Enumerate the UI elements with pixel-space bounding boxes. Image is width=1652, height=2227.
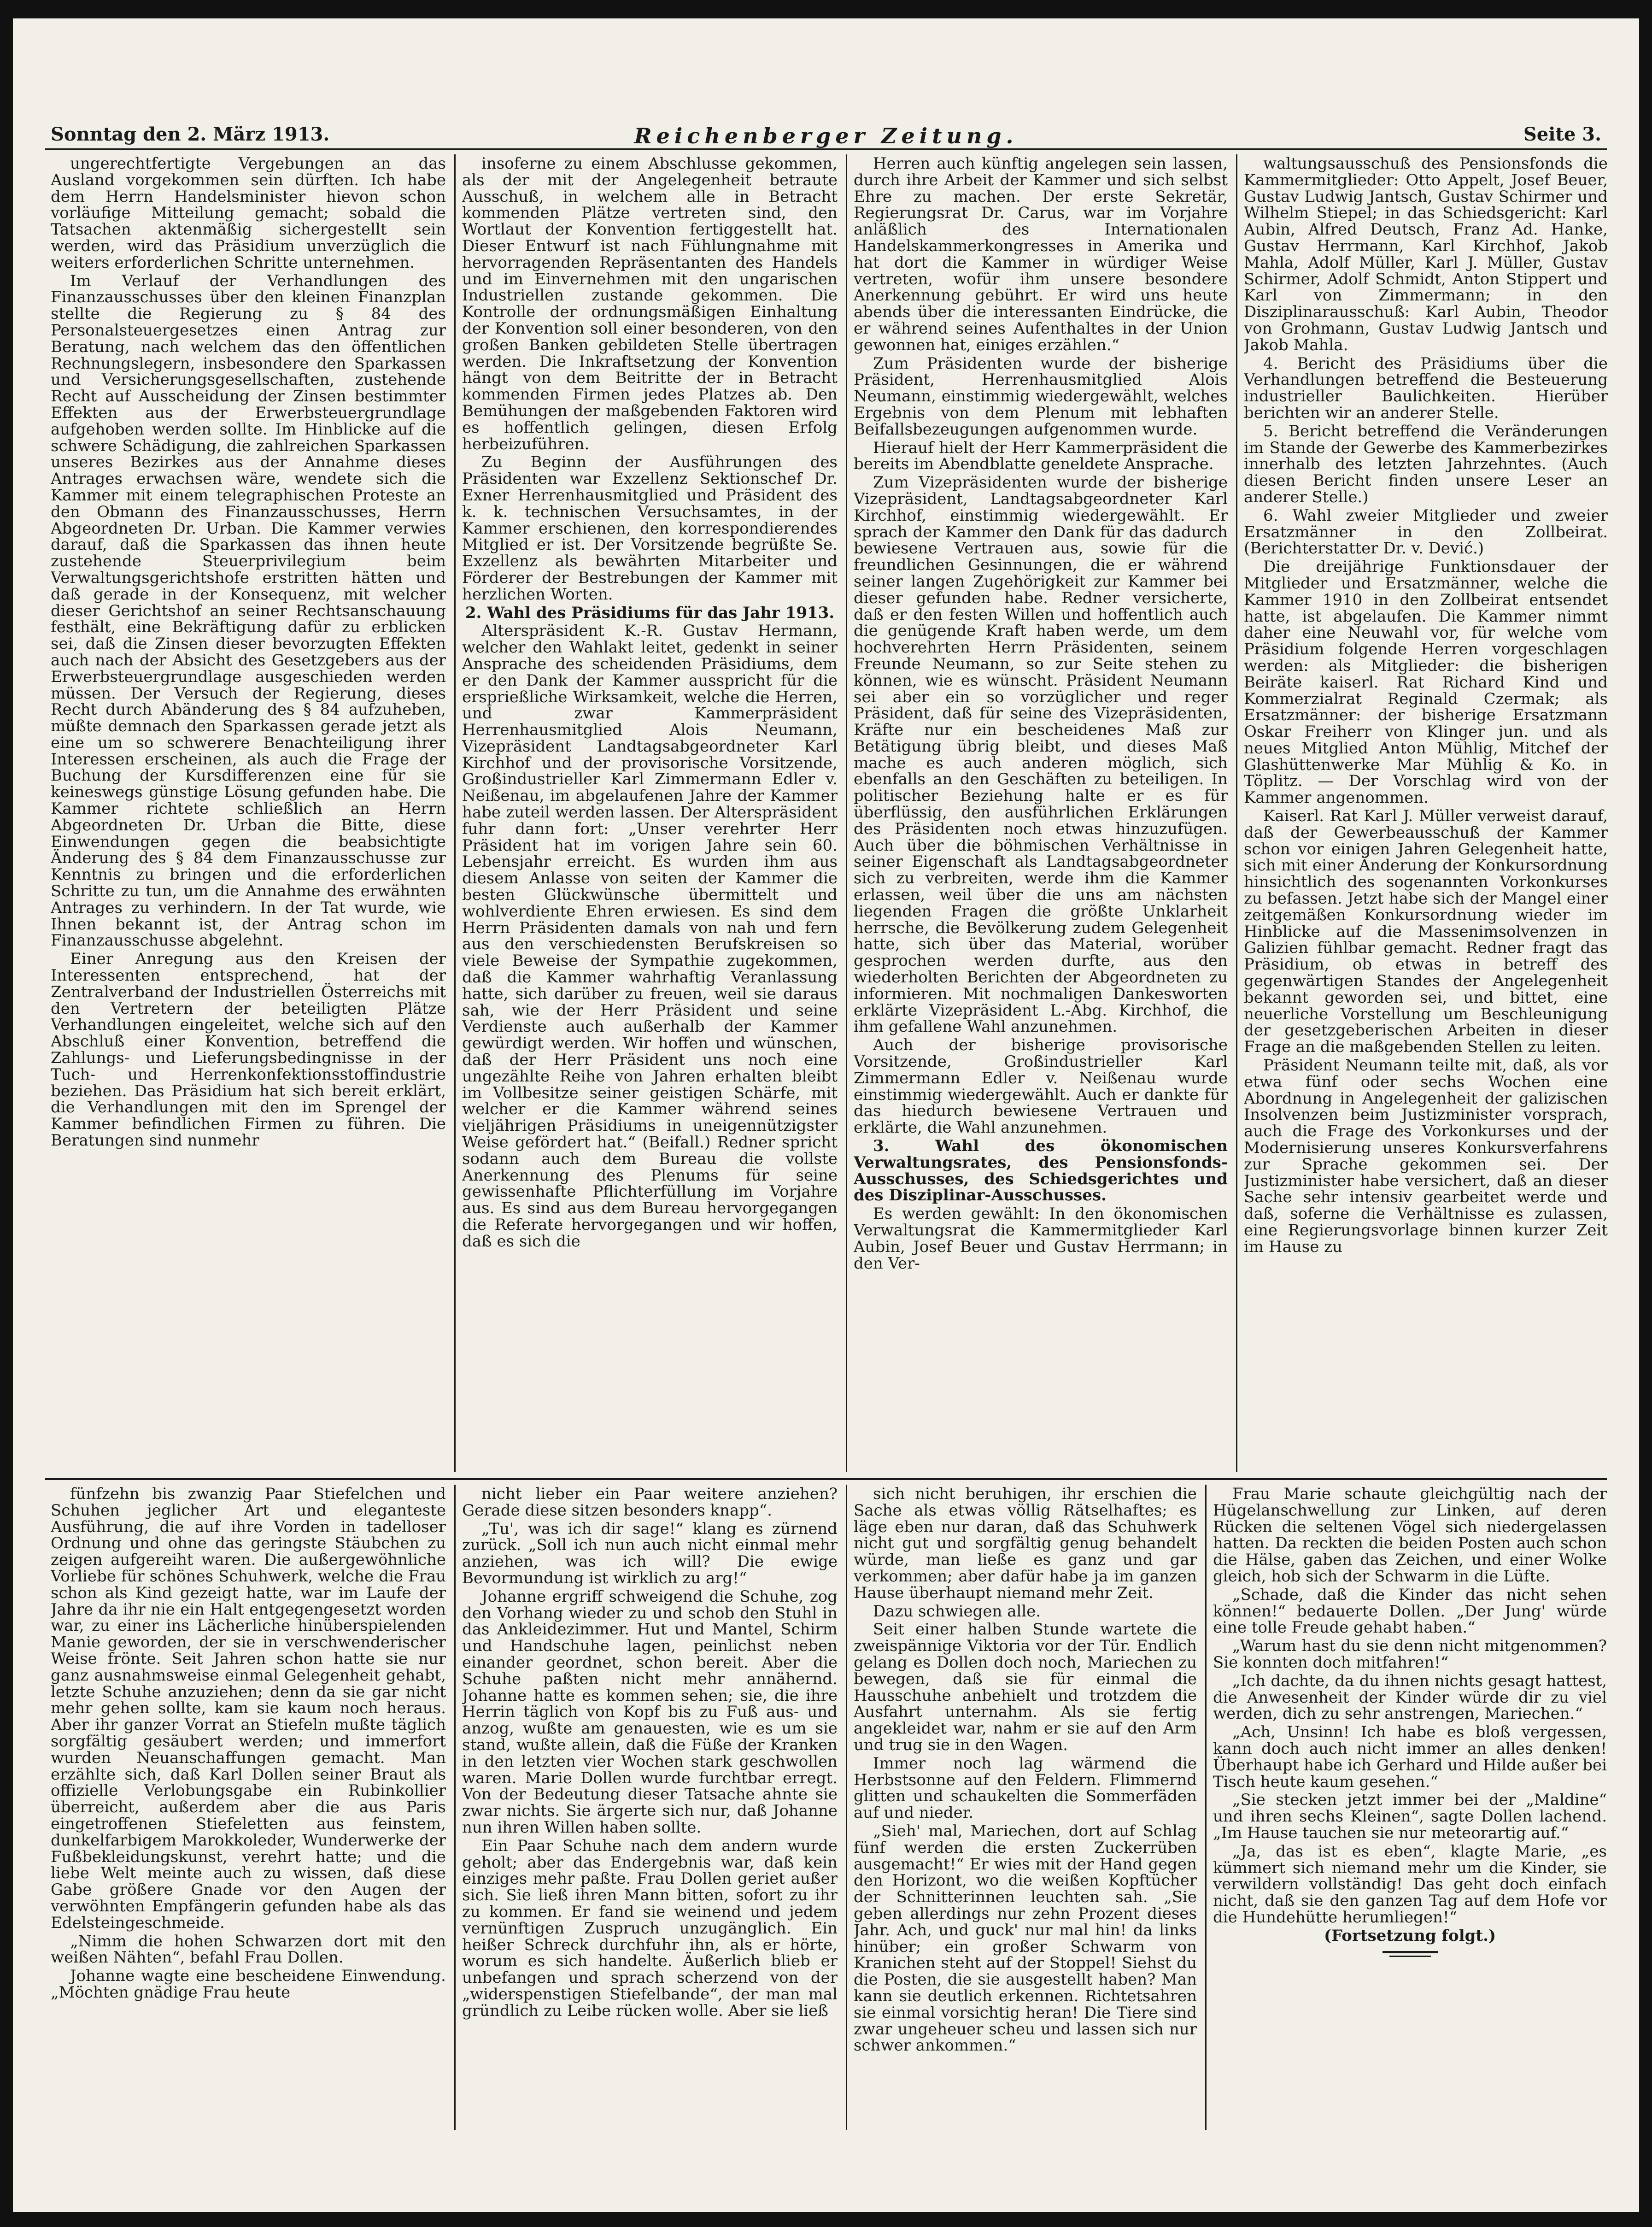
paragraph: Hierauf hielt der Herr Kammerpräsident die bereits im Abendblatte geneldete Ansprache. xyxy=(854,438,1228,474)
paragraph: „Ich dachte, da du ihnen nichts gesagt hattest, die Anwesenheit der Kinder würde dir zu viel werden, dich zu sehr anstrengen, Mariechen.“ xyxy=(1213,1671,1607,1723)
paragraph: 5. Bericht betreffend die Veränderungen im Stande der Gewerbe des Kammerbezirkes innerhalb des letzten Jahrzehntes. (Auch diesen Bericht finden unsere Leser an anderer Stelle.) xyxy=(1244,422,1608,506)
masthead-title: Reichenberger Zeitung. xyxy=(634,123,1018,148)
paragraph: Kaiserl. Rat Karl J. Müller verweist darauf, daß der Gewerbeausschuß der Kammer schon vor einigen Jahren Gelegenheit hatte, sich mit einer Änderung der Konkursordnung hinsichtlich des sogenannten Vorkonkurses zu befassen. Jetzt habe sich der Mangel einer zeitgemäßen Konkursordnung wieder im Hinblicke auf die Massenimsolvenzen in Galizien fühlbar gemacht. Redner fragt das Präsidium, ob etwas in betreff des gegenwärtigen Standes der Angelegenheit bekannt geworden sei, und bittet, eine neuerliche Vorstellung um Beschleunigung der gesetzgeberischen Arbeiten in dieser Frage an die maßgebenden Stellen zu leiten. xyxy=(1244,807,1608,1057)
section-heading: 2. Wahl des Präsidiums für das Jahr 1913. xyxy=(465,603,835,622)
paragraph: Ein Paar Schuhe nach dem andern wurde geholt; aber das Endergebnis war, daß kein einziges mehr paßte. Frau Dollen geriet außer sich. Sie ließ ihren Mann bitten, sofort zu ihr zu kommen. Er fand sie weinend und jedem vernünftigen Zuspruch unzugänglich. Ein heißer Schreck durchfuhr ihn, als er hörte, worum es sich handelte. Äußerlich blieb er unbefangen und sprach scherzend von der „widerspenstigen Stiefelbande“, der man mal gründlich zu Leibe rücken wolle. Aber sie ließ xyxy=(462,1836,838,2020)
paragraph: Herren auch künftig angelegen sein lassen, durch ihre Arbeit der Kammer und sich selbst Ehre zu machen. Der erste Sekretär, Regierungsrat Dr. Carus, war im Vorjahre anläßlich des Internationalen Handelskammerkongresses in Amerika und hat dort die Kammer in würdiger Weise vertreten, wofür ihm unsere besondere Anerkennung gebührt. Er wird uns heute abends über die interessanten Eindrücke, die er während seines Aufenthaltes in der Union gewonnen hat, einiges erzählen.“ xyxy=(854,156,1228,354)
end-rule xyxy=(1383,1951,1438,1953)
paragraph: „Tu', was ich dir sage!“ klang es zürnend zurück. „Soll ich nun auch nicht einmal mehr anziehen, was ich will? Die ewige Bevormundung ist wirklich zu arg!“ xyxy=(462,1519,838,1587)
paragraph: Einer Anregung aus den Kreisen der Interessenten entsprechend, hat der Zentralverband der Industriellen Österreichs mit den Vertretern der beteiligten Plätze Verhandlungen eingeleitet, welche sich auf den Abschluß einer Konvention, betreffend die Zahlungs- und Lieferungsbedingnisse in der Tuch- und Herrenkonfektionsstoffindustrie beziehen. Das Präsidium hat sich bereit erklärt, die Verhandlungen mit den im Sprengel der Kammer befindlichen Firmen zu führen. Die Beratungen sind nunmehr xyxy=(51,950,446,1150)
paragraph: nicht lieber ein Paar weitere anziehen? Gerade diese sitzen besonders knapp“. xyxy=(462,1486,838,1520)
paragraph: ungerechtfertigte Vergebungen an das Ausland vorgekommen sein dürften. Ich habe dem Herrn Handelsminister hievon schon vorläufige Mitteilung gemacht; sobald die Tatsachen aktenmäßig sichergestellt sein werden, wird das Präsidium unverzüglich die weiters erforderlichen Schritte unternehmen. xyxy=(51,156,446,272)
paragraph: 6. Wahl zweier Mitglieder und zweier Ersatzmänner in den Zollbeirat. (Berichterstatter Dr. v. Dević.) xyxy=(1244,506,1608,558)
article-column-3 xyxy=(854,156,1228,1475)
serial-column-2 xyxy=(462,1486,838,2131)
paragraph: „Warum hast du sie denn nicht mitgenommen? Sie konnten doch mitfahren!“ xyxy=(1213,1637,1607,1672)
paragraph: Es werden gewählt: In den ökonomischen Verwaltungsrat die Kammermitglieder Karl Aubin, Josef Beuer und Gustav Herrmann; in den Ver- xyxy=(854,1205,1228,1273)
paragraph: „Sie stecken jetzt immer bei der „Maldine“ und ihren sechs Kleinen“, sagte Dollen lachend. „Im Hause tauchen sie nur meteorartig auf.“ xyxy=(1213,1791,1607,1842)
column-divider xyxy=(454,154,456,1472)
paragraph: Präsident Neumann teilte mit, daß, als vor etwa fünf oder sechs Wochen eine Abordnung in Angelegenheit der galizischen Insolvenzen beim Justizminister vorsprach, auch die Frage des Vorkonkurses und der Modernisierung unseres Konkursverfahrens zur Sprache gekommen sei. Der Justizminister habe versichert, daß an dieser Sache sehr intensiv gearbeitet werde und daß, soferne die Verhältnisse es zulassen, eine Regierungsvorlage binnen kurzer Zeit im Hause zu xyxy=(1244,1056,1608,1256)
paragraph: Im Verlauf der Verhandlungen des Finanzausschusses über den kleinen Finanzplan stellte die Regierung zu § 84 des Personalsteuergesetzes einen Antrag zur Beratung, nach welchem das den öffentlichen Rechnungslegern, insbesondere den Sparkassen und Versicherungsgesellschaften, zustehende Recht auf Ausscheidung der Zinsen bestimmter Effekten aus der Erwerbsteuergrundlage aufgehoben werden sollte. Im Hinblicke auf die schwere Schädigung, die zahlreichen Sparkassen unseres Bezirkes aus der Annahme dieses Antrages erwachsen wäre, wendete sich die Kammer mit einem telegraphischen Proteste an den Obmann des Finanzausschusses, Herrn Abgeordneten Dr. Urban. Die Kammer verwies darauf, daß die Sparkassen das ihnen heute zustehende Steuerprivilegium beim Verwaltungsgerichtshofe erstritten hätten und daß gerade in der Konsequenz, mit welcher dieser Gerichtshof an seiner Rechtsanschauung festhält, eine Bekräftigung dafür zu erblicken sei, daß die Zinsen dieser bevorzugten Effekten auch nach der Absicht des Gesetzgebers aus der Erwerbsteuergrundlage ausgeschieden werden müssen. Der Versuch der Regierung, dieses Recht durch Abänderung des § 84 aufzuheben, müßte demnach den Sparkassen gerade jetzt als eine um so schwerere Benachteiligung ihrer Interessen erscheinen, als auch die Frage der Buchung der Kursdifferenzen eine für sie keineswegs günstige Lösung gefunden habe. Die Kammer richtete schließlich an Herrn Abgeordneten Dr. Urban die Bitte, diese Einwendungen gegen die beabsichtigte Änderung des § 84 dem Finanzausschusse zur Kenntnis zu bringen und die erforderlichen Schritte zu tun, um die Annahme des erwähnten Antrages zu verhindern. In der Tat wurde, wie Ihnen bekannt ist, der Antrag schon im Finanzausschusse abgelehnt. xyxy=(51,271,446,950)
paragraph: 4. Bericht des Präsidiums über die Verhandlungen betreffend die Besteuerung industrieller Baulichkeiten. Hierüber berichten wir an anderer Stelle. xyxy=(1244,354,1608,422)
serial-column-1 xyxy=(51,1486,446,2131)
paragraph: Alterspräsident K.-R. Gustav Hermann, welcher den Wahlakt leitet, gedenkt in seiner Ansprache des scheidenden Präsidiums, dem er den Dank der Kammer ausspricht für die ersprießliche Wirksamkeit, welche die Herren, und zwar Kammerpräsident Herrenhausmitglied Alois Neumann, Vizepräsident Landtagsabgeordneter Karl Kirchhof und der provisorische Vorsitzende, Großindustrieller Karl Zimmermann Edler v. Neißenau, im abgelaufenen Jahre der Kammer habe zuteil werden lassen. Der Alterspräsident fuhr dann fort: „Unser verehrter Herr Präsident hat im vorigen Jahre sein 60. Lebensjahr erreicht. Es wurden ihm aus diesem Anlasse von seiten der Kammer die besten Glückwünsche übermittelt und wohlverdiente Ehren erwiesen. Es sind dem Herrn Präsidenten damals von nah und fern aus den verschiedensten Berufskreisen so viele Beweise der Sympathie zugekommen, daß die Kammer wahrhaftig Veranlassung hatte, sich darüber zu freuen, weil sie daraus sah, wie der Herr Präsident und seine Verdienste auch außerhalb der Kammer gewürdigt werden. Wir hoffen und wünschen, daß der Herr Präsident uns noch eine ungezählte Reihe von Jahren erhalten bleibt im Vollbesitze seiner geistigen Schärfe, mit welcher er die Kammer während seines vieljährigen Präsidiums in uneigennützigster Weise gefördert hat.“ (Beifall.) Redner spricht sodann auch dem Bureau die vollste Anerkennung des Plenums für seine gewissenhafte Pflichterfüllung im Vorjahre aus. Es sind aus dem Bureau hervorgegangen die Referate hervorgegangen und wir hoffen, daß es sich die xyxy=(462,622,838,1251)
column-divider xyxy=(1236,154,1237,1472)
article-column-2 xyxy=(462,156,838,1475)
paragraph: Dazu schwiegen alle. xyxy=(873,1602,1041,1621)
paragraph: Zum Präsidenten wurde der bisherige Präsident, Herrenhausmitglied Alois Neumann, einstimmig wiedergewählt, welches Ergebnis von dem Plenum mit lebhaften Beifallsbezeugungen aufgenommen wurde. xyxy=(854,354,1228,439)
column-divider xyxy=(846,1485,847,2130)
paragraph: „Nimm die hohen Schwarzen dort mit den weißen Nähten“, befahl Frau Dollen. xyxy=(51,1932,446,1967)
continuation-note: (Fortsetzung folgt.) xyxy=(1324,1926,1496,1945)
paragraph: Johanne ergriff schweigend die Schuhe, zog den Vorhang wieder zu und schob den Stuhl in das Ankleidezimmer. Hut und Mantel, Schirm und Handschuhe lagen, peinlichst neben einander geordnet, schon bereit. Aber die Schuhe paßten nicht mehr annähernd. Johanne hatte es kommen sehen; sie, die ihre Herrin täglich von Kopf bis zu Fuß aus- und anzog, wußte am genauesten, wie es um sie stand, wußte allein, daß die Füße der Kranken in den letzten vier Wochen stark geschwollen waren. Marie Dollen wurde furchtbar erregt. Von der Bedeutung dieser Tatsache ahnte sie zwar nichts. Sie ärgerte sich nur, daß Johanne nun ihren Willen haben sollte. xyxy=(462,1587,838,1837)
paragraph: Frau Marie schaute gleichgültig nach der Hügelanschwellung zur Linken, auf deren Rücken die seltenen Vögel sich niedergelassen hatten. Da reckten die beiden Posten auch schon die Hälse, gaben das Zeichen, und einer Wolke gleich, hob sich der Schwarm in die Lüfte. xyxy=(1213,1486,1607,1586)
article-column-4 xyxy=(1244,156,1608,1475)
paragraph: „Ja, das ist es eben“, klagte Marie, „es kümmert sich niemand mehr um die Kinder, sie verwildern vollständig! Das geht doch einfach nicht, daß sie den ganzen Tag auf dem Hofe vor die Hundehütte herumliegen!“ xyxy=(1213,1842,1607,1927)
page-number: Seite 3. xyxy=(1523,123,1601,145)
paragraph: fünfzehn bis zwanzig Paar Stiefelchen und Schuhen jeglicher Art und eleganteste Ausführung, die auf ihre Vorden in tadelloser Ordnung und ohne das geringste Stäubchen zu zeigen aufgereiht waren. Die außergewöhnliche Vorliebe für schönes Schuhwerk, welche die Frau schon als Kind gezeigt hatte, war im Laufe der Jahre da ihr nie ein Halt entgegengesetzt worden war, zu einer ins Lächerliche hinüberspielenden Manie geworden, der sie in verschwenderischer Weise frönte. Seit Jahren schon hatte sie nur ganz ausnahmsweise einmal Gelegenheit gehabt, letzte Schuhe anzuziehen; denn da sie gar nicht mehr gehen sollte, kam sie kaum noch heraus. Aber ihr ganzer Vorrat an Stiefeln mußte täglich sorgfältig gesäubert werden; und immerfort wurden Neuanschaffungen gemacht. Man erzählte sich, daß Karl Dollen seiner Braut als offizielle Verlobungsgabe ein Rubinkollier überreicht, außerdem aber die aus Paris eingetroffenen Stiefeletten aus feinstem, dunkelfarbigem Marokkoleder, Wunderwerke der Fußbekleidungskunst, verehrt hatte; und die liebe Welt meinte auch zu wissen, daß diese Gabe größere Gnade vor den Augen der verwöhnten Empfängerin gefunden habe als das Edelsteingeschmeide. xyxy=(51,1486,446,1932)
column-divider xyxy=(1205,1485,1207,2130)
section-heading: 3. Wahl des ökonomischen Verwaltungsrates, des Pensionsfonds-Ausschusses, des Schiedsgerichtes und des Disziplinar-Ausschusses. xyxy=(854,1137,1228,1205)
paragraph: Johanne wagte eine bescheidene Einwendung. „Möchten gnädige Frau heute xyxy=(51,1967,446,2002)
paragraph: waltungsausschuß des Pensionsfonds die Kammermitglieder: Otto Appelt, Josef Beuer, Gustav Ludwig Jantsch, Gustav Schirmer und Wilhelm Stiepel; in das Schiedsgericht: Karl Aubin, Alfred Deutsch, Franz Ad. Hanke, Gustav Herrmann, Karl Kirchhof, Jakob Mahla, Adolf Müller, Karl J. Müller, Gustav Schirmer, Adolf Schmidt, Anton Stippert und Karl von Zimmermann; in den Disziplinarausschuß: Karl Aubin, Theodor von Grohmann, Gustav Ludwig Jantsch und Jakob Mahla. xyxy=(1244,156,1608,354)
article-column-1 xyxy=(51,156,446,1475)
paragraph: insoferne zu einem Abschlusse gekommen, als der mit der Angelegenheit betraute Ausschuß, in welchem alle in Betracht kommenden Plätze vertreten sind, den Wortlaut der Konvention fertiggestellt hat. Dieser Entwurf ist nach Fühlungnahme mit hervorragenden Repräsentanten des Handels und im Einvernehmen mit den ungarischen Industriellen zustande gekommen. Die Kontrolle der ordnungsmäßigen Einhaltung der Konvention soll einer besonderen, von den großen Banken gebildeten Stelle übertragen werden. Die Inkraftsetzung der Konvention hängt von dem Beitritte der in Betracht kommenden Firmen jedes Platzes ab. Den Bemühungen der maßgebenden Faktoren wird es hoffentlich gelingen, diesen Erfolg herbeizuführen. xyxy=(462,156,838,453)
end-rule xyxy=(1389,1956,1431,1957)
header-rule xyxy=(45,148,1607,150)
header-date: Sonntag den 2. März 1913. xyxy=(51,123,330,145)
paragraph: Zu Beginn der Ausführungen des Präsidenten war Exzellenz Sektionschef Dr. Exner Herrenhausmitglied und Präsident des k. k. technischen Versuchsamtes, in der Kammer erschienen, den korrespondierendes Mitglied er ist. Der Vorsitzende begrüßte Se. Exzellenz als bewährten Mitarbeiter und Förderer der Bestrebungen der Kammer mit herzlichen Worten. xyxy=(462,453,838,604)
section-rule xyxy=(45,1478,1607,1480)
paragraph: Die dreijährige Funktionsdauer der Mitglieder und Ersatzmänner, welche die Kammer 1910 in den Zollbeirat entsendet hatte, ist abgelaufen. Die Kammer nimmt daher eine Neuwahl vor, für welche vom Präsidium folgende Herren vorgeschlagen werden: als Mitglieder: die bisherigen Beiräte kaiserl. Rat Richard Kind und Kommerzialrat Reginald Czermak; als Ersatzmänner: der bisherige Ersatzmann Oskar Freiherr von Klinger jun. und als neues Mitglied Anton Mühlig, Mitchef der Glashüttenwerke Mar Mühlig & Ko. in Töplitz. — Der Vorschlag wird von der Kammer angenommen. xyxy=(1244,558,1608,807)
paragraph: „Ach, Unsinn! Ich habe es bloß vergessen, kann doch auch nicht immer an alles denken! Überhaupt habe ich Gerhard und Hilde außer bei Tisch heute kaum gesehen.“ xyxy=(1213,1723,1607,1791)
paragraph: sich nicht beruhigen, ihr erschien die Sache als etwas völlig Rätselhaftes; es läge eben nur daran, daß das Schuhwerk nicht gut und sorgfältig genug behandelt würde, man ließe es ganz und gar verkommen; aber dafür habe ja im ganzen Hause überhaupt niemand mehr Zeit. xyxy=(854,1486,1197,1602)
paragraph: „Schade, daß die Kinder das nicht sehen können!“ bedauerte Dollen. „Der Jung' würde eine tolle Freude gehabt haben.“ xyxy=(1213,1585,1607,1637)
paragraph: Auch der bisherige provisorische Vorsitzende, Großindustrieller Karl Zimmermann Edler v. Neißenau wurde einstimmig wiedergewählt. Auch er dankte für das hiedurch bewiesene Vertrauen und erklärte, die Wahl anzunehmen. xyxy=(854,1036,1228,1137)
paragraph: Seit einer halben Stunde wartete die zweispännige Viktoria vor der Tür. Endlich gelang es Dollen doch noch, Mariechen zu bewegen, daß sie für einmal die Hausschuhe anbehielt und trotzdem die Ausfahrt unternahm. Als sie fertig angekleidet war, nahm er sie auf den Arm und trug sie in den Wagen. xyxy=(854,1620,1197,1754)
serial-column-4 xyxy=(1213,1486,1607,2131)
paragraph: Zum Vizepräsidenten wurde der bisherige Vizepräsident, Landtagsabgeordneter Karl Kirchhof, einstimmig wiedergewählt. Er sprach der Kammer den Dank für das dadurch bewiesene Vertrauen aus, sowie für die freundlichen Gesinnungen, die er während seiner langen Zugehörigkeit zur Kammer bei dieser gefunden habe. Redner versicherte, daß er den festen Willen und hoffentlich auch die genügende Kraft haben werde, um dem hochverehrten Herrn Präsidenten, seinem Freunde Neumann, so zur Seite stehen zu können, wie es wünscht. Präsident Neumann sei aber ein so vorzüglicher und reger Präsident, daß für seine des Vizepräsidenten, Kräfte nur ein bescheidenes Maß zur Betätigung übrig bleibt, und dieses Maß mache es auch anderen möglich, sich ebenfalls an den Geschäften zu beteiligen. In politischer Beziehung halte er es für überflüssig, den ausführlichen Erklärungen des Präsidenten noch etwas hinzuzufügen. Auch über die böhmischen Verhältnisse in seiner Eigenschaft als Landtagsabgeordneter sich zu verbreiten, werde ihm die Kammer erlassen, weil über die uns am nächsten liegenden Fragen die größte Unklarheit herrsche, die Bevölkerung zudem Gelegenheit hatte, sich über das Material, worüber gesprochen werden durfte, aus den wiederholten Berichten der Abgeordneten zu informieren. Mit nochmaligen Dankesworten erklärte Vizepräsident L.-Abg. Kirchhof, die ihm gefallene Wahl anzunehmen. xyxy=(854,473,1228,1036)
paragraph: „Sieh' mal, Mariechen, dort auf Schlag fünf werden die ersten Zuckerrüben ausgemacht!“ Er wies mit der Hand gegen den Horizont, wo die weißen Kopftücher der Schnitterinnen leuchten sah. „Sie geben allerdings nur zehn Prozent dieses Jahr. Ach, und guck' nur mal hin! da links hinüber; ein großer Schwarm von Kranichen steht auf der Stoppel! Siehst du die Posten, die sie ausgestellt haben? Man kann sie deutlich erkennen. Richtetsahren sie einmal vorsichtig heran! Die Tiere sind zwar ungeheuer scheu und lassen sich nur schwer ankommen.“ xyxy=(854,1822,1197,2055)
paragraph: Immer noch lag wärmend die Herbstsonne auf den Feldern. Flimmernd glitten und schaukelten die Sommerfäden auf und nieder. xyxy=(854,1754,1197,1822)
column-divider xyxy=(846,154,847,1472)
serial-column-3 xyxy=(854,1486,1197,2131)
newspaper-page xyxy=(13,18,1639,2212)
column-divider xyxy=(454,1485,456,2130)
